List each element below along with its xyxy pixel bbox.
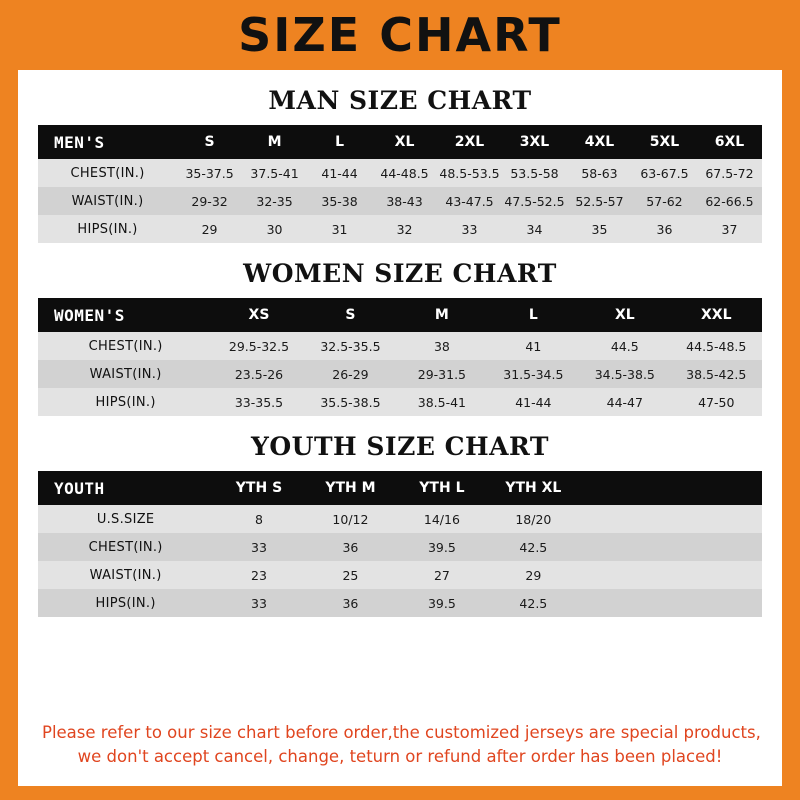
table-row (38, 332, 762, 360)
youth-col-3: YTH XL (488, 471, 579, 505)
youth-header-row (38, 471, 762, 505)
men-r1-c0: 29-32 (177, 187, 242, 215)
men-r0-c6: 58-63 (567, 159, 632, 187)
women-r1-c1: 26-29 (305, 360, 396, 388)
youth-r0-c3: 18/20 (488, 505, 579, 533)
men-col-7: 5XL (632, 125, 697, 159)
men-size-table (38, 125, 762, 243)
men-r2-c2: 31 (307, 215, 372, 243)
page-banner (18, 0, 782, 70)
youth-r1-c4 (579, 533, 670, 561)
youth-r3-c1: 36 (305, 589, 396, 617)
men-col-5: 3XL (502, 125, 567, 159)
men-row-header-label: MEN'S (38, 125, 177, 159)
women-section-title: WOMEN SIZE CHART (243, 259, 557, 288)
men-r0-c7: 63-67.5 (632, 159, 697, 187)
women-r0-c3: 41 (488, 332, 579, 360)
men-r1-c5: 47.5-52.5 (502, 187, 567, 215)
youth-row-2-label: WAIST(IN.) (38, 561, 213, 589)
page-title: SIZE CHART (238, 8, 562, 62)
footer-note-line-2: we don't accept cancel, change, teturn or refund after order has been placed! (77, 747, 723, 767)
women-r1-c3: 31.5-34.5 (488, 360, 579, 388)
men-r1-c1: 32-35 (242, 187, 307, 215)
youth-size-table (38, 471, 762, 617)
men-r1-c4: 43-47.5 (437, 187, 502, 215)
youth-col-5 (671, 471, 762, 505)
table-row (38, 505, 762, 533)
men-r0-c4: 48.5-53.5 (437, 159, 502, 187)
women-row-1-label: WAIST(IN.) (38, 360, 213, 388)
men-col-1: M (242, 125, 307, 159)
youth-r3-c2: 39.5 (396, 589, 487, 617)
men-r0-c8: 67.5-72 (697, 159, 762, 187)
men-r2-c3: 32 (372, 215, 437, 243)
women-r0-c5: 44.5-48.5 (671, 332, 762, 360)
table-row (38, 589, 762, 617)
men-row-2-label: HIPS(IN.) (38, 215, 177, 243)
men-r0-c1: 37.5-41 (242, 159, 307, 187)
table-row (38, 159, 762, 187)
women-r2-c3: 41-44 (488, 388, 579, 416)
men-r0-c3: 44-48.5 (372, 159, 437, 187)
women-col-1: S (305, 298, 396, 332)
table-row (38, 533, 762, 561)
bottom-accent-bar (18, 786, 782, 800)
women-r0-c4: 44.5 (579, 332, 670, 360)
men-col-2: L (307, 125, 372, 159)
men-r0-c2: 41-44 (307, 159, 372, 187)
youth-row-0-label: U.S.SIZE (38, 505, 213, 533)
men-r2-c0: 29 (177, 215, 242, 243)
men-r1-c3: 38-43 (372, 187, 437, 215)
men-r2-c4: 33 (437, 215, 502, 243)
youth-r0-c1: 10/12 (305, 505, 396, 533)
women-r2-c4: 44-47 (579, 388, 670, 416)
men-r2-c1: 30 (242, 215, 307, 243)
youth-row-header-label: YOUTH (38, 471, 213, 505)
women-size-table (38, 298, 762, 416)
women-col-2: M (396, 298, 487, 332)
footer-note (38, 711, 762, 787)
youth-r3-c4 (579, 589, 670, 617)
women-r1-c0: 23.5-26 (213, 360, 304, 388)
men-row-1-label: WAIST(IN.) (38, 187, 177, 215)
men-r1-c8: 62-66.5 (697, 187, 762, 215)
men-col-3: XL (372, 125, 437, 159)
women-col-5: XXL (671, 298, 762, 332)
women-r2-c1: 35.5-38.5 (305, 388, 396, 416)
youth-r2-c3: 29 (488, 561, 579, 589)
men-header-row (38, 125, 762, 159)
women-r0-c0: 29.5-32.5 (213, 332, 304, 360)
men-col-8: 6XL (697, 125, 762, 159)
men-table-body (38, 159, 762, 243)
men-row-0-label: CHEST(IN.) (38, 159, 177, 187)
youth-r2-c5 (671, 561, 762, 589)
women-row-0-label: CHEST(IN.) (38, 332, 213, 360)
youth-r1-c5 (671, 533, 762, 561)
table-row (38, 360, 762, 388)
women-r1-c2: 29-31.5 (396, 360, 487, 388)
youth-r1-c0: 33 (213, 533, 304, 561)
youth-r3-c3: 42.5 (488, 589, 579, 617)
youth-r3-c5 (671, 589, 762, 617)
women-r0-c1: 32.5-35.5 (305, 332, 396, 360)
youth-r3-c0: 33 (213, 589, 304, 617)
men-r1-c2: 35-38 (307, 187, 372, 215)
women-table-body (38, 332, 762, 416)
women-col-4: XL (579, 298, 670, 332)
men-col-0: S (177, 125, 242, 159)
men-col-6: 4XL (567, 125, 632, 159)
women-r0-c2: 38 (396, 332, 487, 360)
men-r2-c6: 35 (567, 215, 632, 243)
youth-r2-c4 (579, 561, 670, 589)
men-r0-c5: 53.5-58 (502, 159, 567, 187)
table-row (38, 187, 762, 215)
women-table-head (38, 298, 762, 332)
youth-r1-c2: 39.5 (396, 533, 487, 561)
youth-r0-c4 (579, 505, 670, 533)
men-r2-c8: 37 (697, 215, 762, 243)
youth-r2-c2: 27 (396, 561, 487, 589)
women-row-2-label: HIPS(IN.) (38, 388, 213, 416)
men-r1-c6: 52.5-57 (567, 187, 632, 215)
youth-r0-c5 (671, 505, 762, 533)
men-r2-c7: 36 (632, 215, 697, 243)
youth-r2-c1: 25 (305, 561, 396, 589)
table-row (38, 561, 762, 589)
men-col-4: 2XL (437, 125, 502, 159)
youth-r0-c0: 8 (213, 505, 304, 533)
youth-col-0: YTH S (213, 471, 304, 505)
youth-r1-c3: 42.5 (488, 533, 579, 561)
women-header-row (38, 298, 762, 332)
table-row (38, 215, 762, 243)
youth-row-1-label: CHEST(IN.) (38, 533, 213, 561)
youth-table-body (38, 505, 762, 617)
youth-r1-c1: 36 (305, 533, 396, 561)
footer-note-line-1: Please refer to our size chart before order,the customized jerseys are special products, (42, 722, 761, 742)
women-col-0: XS (213, 298, 304, 332)
youth-r2-c0: 23 (213, 561, 304, 589)
youth-row-3-label: HIPS(IN.) (38, 589, 213, 617)
men-table-head (38, 125, 762, 159)
youth-col-2: YTH L (396, 471, 487, 505)
women-r2-c2: 38.5-41 (396, 388, 487, 416)
youth-r0-c2: 14/16 (396, 505, 487, 533)
women-r2-c5: 47-50 (671, 388, 762, 416)
women-r2-c0: 33-35.5 (213, 388, 304, 416)
chart-content (18, 70, 782, 786)
men-r1-c7: 57-62 (632, 187, 697, 215)
women-col-3: L (488, 298, 579, 332)
table-row (38, 388, 762, 416)
men-r2-c5: 34 (502, 215, 567, 243)
youth-col-1: YTH M (305, 471, 396, 505)
youth-section-title: YOUTH SIZE CHART (251, 432, 549, 461)
men-section-title: MAN SIZE CHART (268, 86, 532, 115)
women-r1-c4: 34.5-38.5 (579, 360, 670, 388)
women-r1-c5: 38.5-42.5 (671, 360, 762, 388)
men-r0-c0: 35-37.5 (177, 159, 242, 187)
youth-col-4 (579, 471, 670, 505)
women-row-header-label: WOMEN'S (38, 298, 213, 332)
youth-table-head (38, 471, 762, 505)
